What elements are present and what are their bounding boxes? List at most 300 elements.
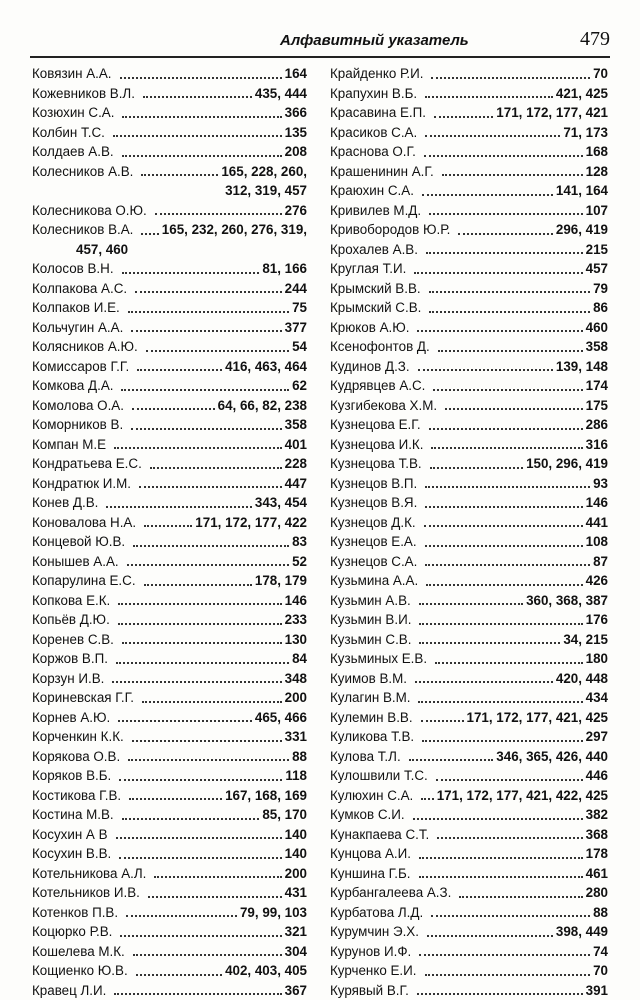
entry-name: Колбин Т.С.: [32, 123, 105, 143]
index-entry: [330, 903, 608, 923]
entry-pages: 93: [593, 474, 608, 494]
index-entry: [330, 630, 608, 650]
entry-pages: 34, 215: [563, 630, 608, 650]
entry-pages: 171, 172, 177, 421, 425: [467, 708, 608, 728]
dot-leader: [431, 77, 590, 79]
entry-pages: 426: [586, 571, 608, 591]
entry-pages: 70: [593, 64, 608, 84]
entry-name: Куликова Т.В.: [330, 727, 414, 747]
dot-leader: [132, 408, 215, 410]
index-entry: [32, 84, 307, 104]
entry-name: Кунцова А.И.: [330, 844, 411, 864]
index-entry: [32, 318, 307, 338]
entry-pages: 108: [586, 532, 608, 552]
dot-leader: [146, 350, 289, 352]
dot-leader: [425, 506, 582, 508]
index-entry: [330, 396, 608, 416]
entry-pages: 176: [586, 610, 608, 630]
index-entry: [330, 201, 608, 221]
entry-pages: 331: [285, 727, 307, 747]
index-entry: [32, 844, 307, 864]
index-entry: [32, 64, 307, 84]
entry-pages: 200: [285, 688, 307, 708]
index-entry: [330, 376, 608, 396]
entry-name: Кузнецов В.П.: [330, 474, 417, 494]
entry-pages: 165, 228, 260,: [221, 162, 307, 182]
index-entry: [330, 649, 608, 669]
page-number: 479: [580, 28, 610, 51]
index-entry: [330, 961, 608, 981]
dot-leader: [120, 77, 282, 79]
index-entry: [32, 766, 307, 786]
index-entry: [32, 708, 307, 728]
entry-name: Кожевников В.Л.: [32, 84, 135, 104]
index-entry: [32, 103, 307, 123]
entry-pages: 446: [586, 766, 608, 786]
dot-leader: [425, 974, 591, 976]
entry-name: Крымский В.В.: [330, 279, 421, 299]
entry-pages: 85, 170: [262, 805, 307, 825]
index-entry: [32, 435, 307, 455]
dot-leader: [122, 272, 260, 274]
dot-leader: [141, 174, 218, 176]
entry-name: Кулагин В.М.: [330, 688, 410, 708]
entry-name: Красиков С.А.: [330, 123, 417, 143]
entry-pages: 200: [285, 864, 307, 884]
entry-pages-continued: 312, 319, 457: [32, 181, 307, 201]
entry-pages: 401: [285, 435, 307, 455]
entry-name: Котельников И.В.: [32, 883, 140, 903]
index-entry: [330, 220, 608, 240]
entry-pages: 165, 232, 260, 276, 319,: [162, 220, 307, 240]
dot-leader: [431, 915, 590, 917]
dot-leader: [419, 954, 590, 956]
entry-name: Курченко Е.И.: [330, 961, 417, 981]
entry-name: Комиссаров Г.Г.: [32, 357, 129, 377]
entry-name: Круглая Т.И.: [330, 259, 406, 279]
index-entry: [330, 84, 608, 104]
entry-name: Колясников А.Ю.: [32, 337, 138, 357]
index-entry: [330, 825, 608, 845]
entry-pages: 141, 164: [556, 181, 608, 201]
dot-leader: [120, 935, 281, 937]
dot-leader: [131, 330, 281, 332]
dot-leader: [419, 857, 583, 859]
dot-leader: [426, 584, 582, 586]
entry-pages: 74: [593, 942, 608, 962]
index-entry: [32, 415, 307, 435]
dot-leader: [415, 681, 553, 683]
entry-pages: 358: [285, 415, 307, 435]
entry-name: Кузнецов С.А.: [330, 552, 417, 572]
entry-name: Коряков В.Б.: [32, 766, 111, 786]
dot-leader: [417, 993, 583, 995]
entry-name: Колпаков И.Е.: [32, 298, 120, 318]
entry-pages: 460: [586, 318, 608, 338]
dot-leader: [142, 701, 282, 703]
dot-leader: [118, 603, 281, 605]
dot-leader: [419, 603, 523, 605]
dot-leader: [114, 447, 282, 449]
entry-pages: 52: [292, 552, 307, 572]
entry-pages: 457: [586, 259, 608, 279]
entry-pages: 140: [285, 844, 307, 864]
index-entry: [330, 727, 608, 747]
index-entry: [32, 493, 307, 513]
dot-leader: [127, 564, 289, 566]
index-entry: [32, 591, 307, 611]
entry-pages-continued: 457, 460: [32, 240, 307, 260]
entry-pages: 420, 448: [556, 669, 608, 689]
dot-leader: [118, 720, 252, 722]
entry-name: Кузьмин А.В.: [330, 591, 411, 611]
index-entry: [32, 513, 307, 533]
index-entry: [330, 415, 608, 435]
entry-name: Конышев А.А.: [32, 552, 119, 572]
entry-pages: 215: [586, 240, 608, 260]
entry-name: Костикова Г.В.: [32, 786, 121, 806]
dot-leader: [434, 116, 493, 118]
index-entry: [32, 220, 307, 240]
dot-leader: [425, 564, 590, 566]
entry-name: Кошелева М.К.: [32, 942, 125, 962]
dot-leader: [422, 740, 583, 742]
entry-pages: 83: [292, 532, 307, 552]
entry-pages: 398, 449: [556, 922, 608, 942]
entry-name: Компан М.Е: [32, 435, 106, 455]
index-entry: [32, 454, 307, 474]
dot-leader: [429, 311, 590, 313]
entry-name: Кольчугин А.А.: [32, 318, 123, 338]
entry-pages: 130: [285, 630, 307, 650]
dot-leader: [131, 428, 281, 430]
index-entry: [32, 825, 307, 845]
entry-name: Куимов В.М.: [330, 669, 407, 689]
dot-leader: [435, 662, 583, 664]
entry-pages: 244: [285, 279, 307, 299]
dot-leader: [424, 525, 583, 527]
index-entry: [32, 142, 307, 162]
entry-pages: 416, 463, 464: [225, 357, 307, 377]
index-entry: [330, 552, 608, 572]
dot-leader: [118, 623, 282, 625]
index-entry: [330, 103, 608, 123]
entry-pages: 64, 66, 82, 238: [218, 396, 307, 416]
entry-pages: 434: [586, 688, 608, 708]
entry-pages: 280: [586, 883, 608, 903]
index-entry: [330, 766, 608, 786]
index-entry: [330, 747, 608, 767]
dot-leader: [422, 194, 553, 196]
entry-name: Кузьмина А.А.: [330, 571, 418, 591]
entry-pages: 208: [285, 142, 307, 162]
entry-pages: 367: [285, 981, 307, 1000]
entry-pages: 146: [586, 493, 608, 513]
index-entry: [330, 279, 608, 299]
entry-name: Коржов В.П.: [32, 649, 108, 669]
index-entry: [32, 747, 307, 767]
entry-name: Кузнецов Е.А.: [330, 532, 417, 552]
dot-leader: [427, 935, 553, 937]
entry-pages: 233: [285, 610, 307, 630]
index-entry: [330, 493, 608, 513]
entry-name: Кузнецова Т.В.: [330, 454, 422, 474]
entry-pages: 171, 172, 177, 421, 422, 425: [437, 786, 608, 806]
dot-leader: [150, 467, 282, 469]
entry-pages: 348: [285, 669, 307, 689]
entry-name: Краюхин С.А.: [330, 181, 414, 201]
dot-leader: [425, 96, 553, 98]
entry-name: Кощиенко Ю.В.: [32, 961, 128, 981]
entry-name: Корченкин К.К.: [32, 727, 124, 747]
index-column-left: [32, 64, 307, 1000]
index-entry: [32, 259, 307, 279]
entry-name: Конев Д.В.: [32, 493, 98, 513]
dot-leader: [421, 720, 464, 722]
entry-pages: 368: [586, 825, 608, 845]
dot-leader: [445, 408, 583, 410]
entry-pages: 168: [586, 142, 608, 162]
entry-name: Кондратюк И.М.: [32, 474, 131, 494]
index-entry: [330, 474, 608, 494]
entry-name: Курбатова Л.Д.: [330, 903, 423, 923]
index-entry: [32, 162, 307, 182]
entry-name: Коренев С.В.: [32, 630, 114, 650]
index-entry: [330, 669, 608, 689]
index-entry: [330, 337, 608, 357]
index-entry: [32, 942, 307, 962]
dot-leader: [425, 135, 560, 137]
dot-leader: [122, 116, 281, 118]
entry-pages: 321: [285, 922, 307, 942]
entry-pages: 316: [586, 435, 608, 455]
dot-leader: [429, 428, 583, 430]
dot-leader: [430, 467, 523, 469]
index-entry: [32, 669, 307, 689]
dot-leader: [122, 818, 260, 820]
index-entry: [32, 688, 307, 708]
entry-name: Кузьмин С.В.: [330, 630, 411, 650]
index-entry: [32, 376, 307, 396]
dot-leader: [425, 486, 590, 488]
entry-name: Кузнецов В.Я.: [330, 493, 417, 513]
entry-name: Кузьмин В.И.: [330, 610, 411, 630]
dot-leader: [148, 896, 282, 898]
entry-pages: 447: [285, 474, 307, 494]
dot-leader: [133, 545, 289, 547]
index-entry: [330, 922, 608, 942]
index-column-right: [330, 64, 608, 1000]
entry-pages: 88: [593, 903, 608, 923]
entry-name: Кузнецов Д.К.: [330, 513, 416, 533]
index-entry: [32, 883, 307, 903]
dot-leader: [418, 369, 553, 371]
entry-name: Ксенофонтов Д.: [330, 337, 430, 357]
dot-leader: [119, 857, 281, 859]
page-header: [30, 26, 610, 58]
index-entry: [330, 571, 608, 591]
entry-name: Кулова Т.Л.: [330, 747, 401, 767]
index-entry: [330, 844, 608, 864]
entry-name: Корзун И.В.: [32, 669, 104, 689]
entry-pages: 75: [292, 298, 307, 318]
entry-name: Коморников В.: [32, 415, 123, 435]
dot-leader: [437, 837, 582, 839]
index-entry: [330, 786, 608, 806]
entry-pages: 146: [285, 591, 307, 611]
index-entry: [32, 786, 307, 806]
dot-leader: [135, 291, 282, 293]
entry-name: Куншина Г.Б.: [330, 864, 411, 884]
index-entry: [32, 337, 307, 357]
index-entry: [32, 981, 307, 1000]
entry-pages: 377: [285, 318, 307, 338]
entry-pages: 164: [285, 64, 307, 84]
index-entry: [330, 64, 608, 84]
entry-pages: 81, 166: [262, 259, 307, 279]
entry-pages: 366: [285, 103, 307, 123]
entry-pages: 346, 365, 426, 440: [496, 747, 608, 767]
index-entry: [330, 318, 608, 338]
dot-leader: [128, 311, 289, 313]
dot-leader: [141, 233, 158, 235]
index-entry: [330, 123, 608, 143]
index-entry: [32, 649, 307, 669]
dot-leader: [119, 779, 282, 781]
entry-name: Курбангалеева А.З.: [330, 883, 451, 903]
index-entry: [330, 591, 608, 611]
entry-pages: 228: [285, 454, 307, 474]
entry-pages: 465, 466: [255, 708, 307, 728]
dot-leader: [424, 155, 583, 157]
index-entry: [330, 805, 608, 825]
entry-name: Корнев А.Ю.: [32, 708, 110, 728]
entry-pages: 286: [586, 415, 608, 435]
entry-pages: 171, 172, 177, 422: [195, 513, 307, 533]
entry-name: Ковязин А.А.: [32, 64, 112, 84]
dot-leader: [116, 837, 282, 839]
entry-name: Курявый В.Г.: [330, 981, 409, 1000]
index-entry: [330, 240, 608, 260]
index-entry: [32, 474, 307, 494]
entry-name: Колесников А.В.: [32, 162, 133, 182]
entry-pages: 402, 403, 405: [225, 961, 307, 981]
entry-name: Коновалова Н.А.: [32, 513, 136, 533]
entry-name: Кудрявцев А.С.: [330, 376, 425, 396]
entry-pages: 297: [586, 727, 608, 747]
index-entry: [32, 396, 307, 416]
entry-name: Краснова О.Г.: [330, 142, 416, 162]
dot-leader: [136, 974, 222, 976]
dot-leader: [458, 233, 553, 235]
entry-name: Кумков С.И.: [330, 805, 405, 825]
index-entry: [330, 435, 608, 455]
index-entry: [330, 864, 608, 884]
entry-name: Колесникова О.Ю.: [32, 201, 147, 221]
dot-leader: [143, 96, 252, 98]
entry-name: Кориневская Г.Г.: [32, 688, 134, 708]
dot-leader: [429, 213, 583, 215]
entry-name: Колдаев А.В.: [32, 142, 114, 162]
entry-name: Кривобородов Ю.Р.: [330, 220, 450, 240]
entry-name: Корякова О.В.: [32, 747, 120, 767]
index-entry: [330, 513, 608, 533]
entry-name: Кулошвили Т.С.: [330, 766, 428, 786]
entry-pages: 174: [586, 376, 608, 396]
entry-name: Кузнецова И.К.: [330, 435, 423, 455]
entry-pages: 435, 444: [255, 84, 307, 104]
entry-pages: 304: [285, 942, 307, 962]
entry-pages: 139, 148: [556, 357, 608, 377]
entry-pages: 128: [586, 162, 608, 182]
entry-name: Кузнецова Е.Г.: [330, 415, 421, 435]
entry-pages: 118: [285, 766, 307, 786]
entry-pages: 71, 173: [563, 123, 608, 143]
dot-leader: [132, 740, 282, 742]
index-entry: [32, 552, 307, 572]
dot-leader: [129, 798, 222, 800]
entry-name: Крохалев А.В.: [330, 240, 418, 260]
dot-leader: [426, 252, 583, 254]
entry-pages: 140: [285, 825, 307, 845]
entry-pages: 135: [285, 123, 307, 143]
entry-name: Кулюхин С.А.: [330, 786, 413, 806]
index-entry: [330, 610, 608, 630]
entry-name: Кудинов Д.З.: [330, 357, 410, 377]
index-entry: [32, 201, 307, 221]
dot-leader: [425, 545, 583, 547]
dot-leader: [137, 369, 222, 371]
entry-pages: 178: [586, 844, 608, 864]
dot-leader: [438, 350, 583, 352]
index-entry: [330, 708, 608, 728]
entry-pages: 296, 419: [556, 220, 608, 240]
dot-leader: [155, 213, 282, 215]
dot-leader: [436, 779, 583, 781]
dot-leader: [419, 623, 582, 625]
dot-leader: [431, 447, 582, 449]
entry-name: Кулемин В.В.: [330, 708, 413, 728]
entry-pages: 358: [586, 337, 608, 357]
entry-name: Коцюрко Р.В.: [32, 922, 112, 942]
entry-name: Крапухин В.Б.: [330, 84, 417, 104]
index-entry: [32, 864, 307, 884]
dot-leader: [122, 155, 282, 157]
entry-pages: 461: [586, 864, 608, 884]
entry-pages: 87: [593, 552, 608, 572]
entry-name: Крайденко Р.И.: [330, 64, 423, 84]
index-entry: [32, 357, 307, 377]
dot-leader: [106, 506, 252, 508]
dot-leader: [442, 174, 583, 176]
entry-pages: 382: [586, 805, 608, 825]
entry-pages: 343, 454: [255, 493, 307, 513]
index-entry: [32, 961, 307, 981]
entry-name: Кондратьева Е.С.: [32, 454, 142, 474]
entry-name: Копарулина Е.С.: [32, 571, 136, 591]
entry-name: Красавина Е.П.: [330, 103, 426, 123]
dot-leader: [144, 584, 252, 586]
dot-leader: [419, 642, 560, 644]
dot-leader: [421, 798, 433, 800]
index-entry: [330, 454, 608, 474]
entry-pages: 86: [593, 298, 608, 318]
index-entry: [32, 123, 307, 143]
entry-pages: 79, 99, 103: [240, 903, 307, 923]
dot-leader: [121, 389, 289, 391]
entry-pages: 79: [593, 279, 608, 299]
section-title: Алфавитный указатель: [280, 32, 469, 49]
